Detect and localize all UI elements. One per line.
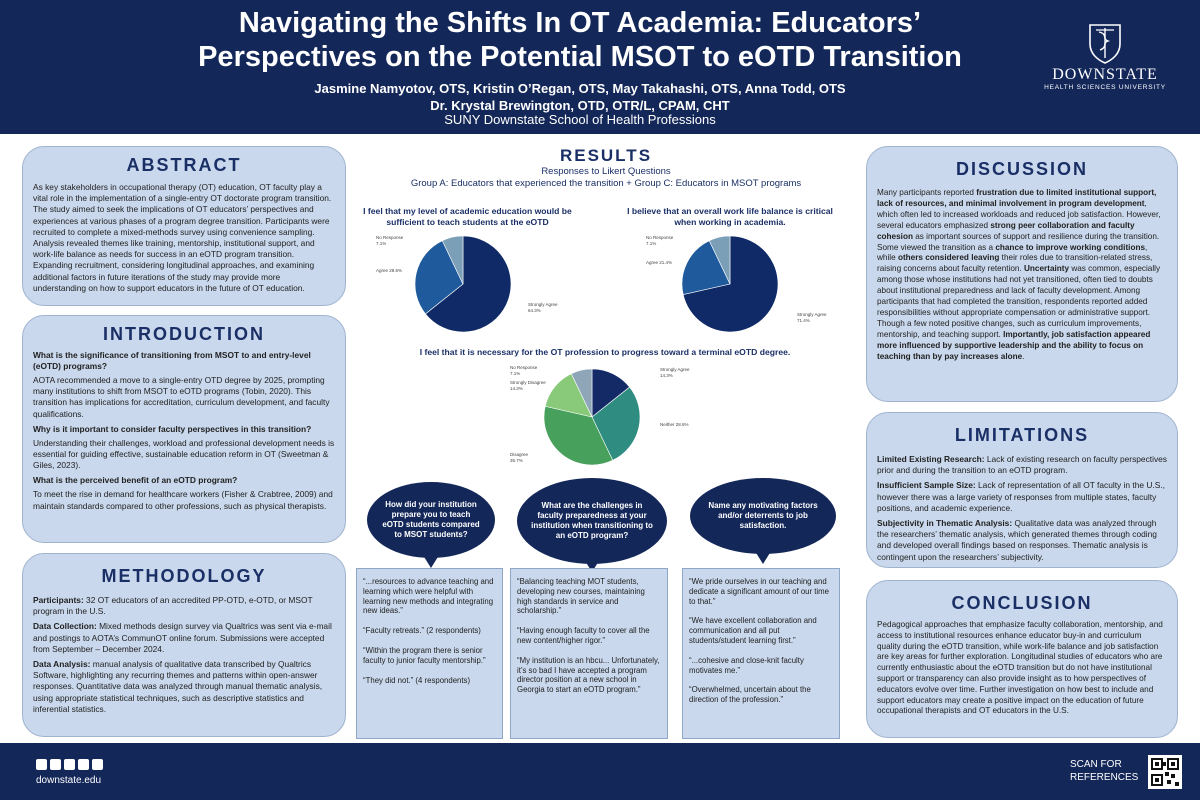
methodology-participants bbox=[33, 595, 335, 617]
limitations-title: LIMITATIONS bbox=[954, 425, 1090, 445]
discussion-title: DISCUSSION bbox=[955, 159, 1089, 179]
authors-line-2: Dr. Krystal Brewington, OTD, OTR/L, CPAM, CHT bbox=[430, 98, 730, 113]
results-subtitle bbox=[356, 166, 856, 190]
discussion-bold-part: Uncertainty bbox=[1024, 264, 1070, 274]
discussion-text-part: . bbox=[1022, 351, 1025, 361]
chart-3-title: I feel that it is necessary for the OT profession to progress toward a terminal eOTD degree. bbox=[419, 347, 791, 357]
abstract-text: As key stakeholders in occupational therapy (OT) education, OT faculty play a vital role in the implementation of a single-entry OT doctorate program transition. The study aimed to seek the implications of OT educators’ perspectives and experiences at various phases of a program degree transition. Participants were recruited to complete a mixed-methods survey using convenience sampling. Analysis revealed themes like training, mentorship, institutional support, and work-life balance as needs for success in an eOTD program transition. Expanding recruitment, considering longitudinal approaches, and examining additional factors in future iterations of the study may provide more understanding on how to support educators in the future of OT education. bbox=[33, 182, 332, 293]
question-bubble-2: What are the challenges in faculty preparedness at your institution when transitioning to an eOTD program? bbox=[517, 478, 667, 564]
footer-bar bbox=[0, 743, 1200, 800]
chart-1-label-agree: Agree 28.6% bbox=[376, 268, 403, 273]
qr-code-icon[interactable] bbox=[1148, 755, 1182, 789]
introduction-panel bbox=[22, 315, 346, 543]
youtube-icon[interactable] bbox=[64, 759, 75, 770]
social-icons bbox=[36, 759, 103, 770]
intro-answer-1: AOTA recommended a move to a single-entry OTD degree by 2025, prompting many institutions to shift from MSOT to eOTD programs (Tobin, 2020). This transition has implications for accreditation, curriculum development, and faculty qualifications. bbox=[33, 375, 330, 419]
instagram-icon[interactable] bbox=[78, 759, 89, 770]
methodology-body bbox=[33, 595, 335, 715]
chart-3-label-disagree: Disagree 35.7% bbox=[510, 452, 529, 463]
chart-3-label-strongly-disagree: Strongly Disagree 14.3% bbox=[510, 380, 546, 391]
chart-1-pie bbox=[413, 234, 513, 334]
quotes-column-3 bbox=[682, 568, 840, 739]
chart-3-slices bbox=[544, 369, 640, 465]
logo-subtitle: HEALTH SCIENCES UNIVERSITY bbox=[1044, 84, 1166, 91]
results-title: RESULTS bbox=[559, 146, 653, 165]
chart-3-label-neither: Neither 28.6% bbox=[660, 422, 689, 427]
intro-answer-2: Understanding their challenges, workload and professional development needs is essential for guiding effective, sustainable education reform in OT (Sweetman & Giles, 2023). bbox=[33, 437, 335, 471]
logo-name: DOWNSTATE bbox=[1052, 66, 1158, 83]
discussion-text-part: , which often led to increased workloads and reduced job satisfaction. However, several educators emphasized bbox=[877, 198, 1161, 230]
limitation-2 bbox=[877, 480, 1167, 514]
authors bbox=[220, 80, 940, 114]
limitation-1 bbox=[877, 454, 1167, 476]
limitation-1-label: Limited Existing Research: bbox=[877, 454, 985, 464]
introduction-title: INTRODUCTION bbox=[103, 324, 265, 344]
abstract-panel bbox=[22, 146, 346, 306]
participants-label: Participants: bbox=[33, 595, 84, 605]
chart-3-label-no-response: No Response 7.1% bbox=[510, 365, 538, 376]
conclusion-title: CONCLUSION bbox=[951, 593, 1093, 613]
linkedin-icon[interactable] bbox=[92, 759, 103, 770]
quote: “...resources to advance teaching and learning which were helpful with learning new methods and integrating new ideas.” bbox=[363, 577, 494, 616]
data-analysis-text: manual analysis of qualitative data transcribed by Qualtrics Software, highlighting any recurring themes and patterns within open-answer responses. Quantitative data was analyzed through manual thematic analysis, using appropriate statistical techniques, such as descriptive statistics and inferential statistics. bbox=[33, 659, 323, 714]
scan-line-2: REFERENCES bbox=[1070, 772, 1139, 783]
discussion-bold-part: strong peer collaboration and faculty cohesion bbox=[877, 220, 1135, 241]
quote: “Balancing teaching MOT students, developing new courses, maintaining high standards in service and scholarship.” bbox=[517, 577, 645, 616]
quote: “We pride ourselves in our teaching and dedicate a significant amount of our time to that.” bbox=[689, 577, 829, 606]
chart-3-pie bbox=[542, 367, 642, 467]
quote: “Faculty retreats.” (2 respondents) bbox=[363, 626, 481, 636]
limitations-panel bbox=[866, 412, 1178, 568]
discussion-text-part: , while bbox=[877, 242, 1148, 263]
school-name: SUNY Downstate School of Health Professions bbox=[444, 112, 716, 127]
data-collection-text: Mixed methods design survey via Qualtrics was sent via e-mail and postings to AOTA’s CommunOT online forum. Submissions were accepted from September – December 2024. bbox=[33, 621, 332, 654]
quote: “Having enough faculty to cover all the new content/higher rigor.” bbox=[517, 626, 650, 645]
limitation-2-label: Insufficient Sample Size: bbox=[877, 480, 976, 491]
discussion-panel bbox=[866, 146, 1178, 402]
discussion-bold-part: Importantly, job satisfaction appeared more influenced by supportive leadership and the ability to focus on teaching than by pay increases alone bbox=[877, 329, 1151, 361]
chart-1-label-strongly-agree: Strongly Agree 64.3% bbox=[528, 302, 558, 313]
abstract-title: ABSTRACT bbox=[126, 155, 242, 175]
discussion-bold-part: frustration due to limited institutional support, lack of resources, and minimal involvement in program development bbox=[877, 188, 1157, 208]
intro-question-2: Why is it important to consider faculty perspectives in this transition? bbox=[33, 423, 312, 434]
title-line-2: Perspectives on the Potential MSOT to eOTD Transition bbox=[198, 41, 962, 73]
discussion-text-part: Many participants reported bbox=[877, 188, 977, 197]
quotes-column-2 bbox=[510, 568, 668, 739]
methodology-data-analysis bbox=[33, 659, 335, 715]
participants-text: 32 OT educators of an accredited PP-OTD, e-OTD, or MSOT program in the U.S. bbox=[33, 595, 313, 617]
website-link[interactable]: downstate.edu bbox=[36, 775, 102, 786]
question-bubble-3: Name any motivating factors and/or deterrents to job satisfaction. bbox=[690, 478, 836, 554]
quote: “We have excellent collaboration and communication and all put students/student learning first.” bbox=[689, 616, 817, 645]
methodology-title: METHODOLOGY bbox=[101, 566, 267, 586]
chart-2-label-agree: Agree 21.4% bbox=[646, 260, 673, 265]
discussion-text-part: as important sources of support and resilience during the transition. Some viewed the transition as a bbox=[877, 231, 1160, 252]
chart-2-label-no-response: No Response 7.1% bbox=[646, 235, 674, 246]
bubble-1-tail bbox=[421, 552, 441, 568]
intro-answer-3: To meet the rise in demand for healthcare workers (Fisher & Crabtree, 2009) and maintain standards compared to other professions, such as physical therapists. bbox=[33, 489, 333, 511]
methodology-data-collection bbox=[33, 621, 335, 655]
data-collection-label: Data Collection: bbox=[33, 621, 97, 632]
chart-1-label-no-response: No Response 7.1% bbox=[376, 235, 404, 246]
limitations-body bbox=[877, 454, 1167, 563]
authors-line-1: Jasmine Namyotov, OTS, Kristin O’Regan, OTS, May Takahashi, OTS, Anna Todd, OTS bbox=[314, 81, 846, 96]
scan-line-1: SCAN FOR bbox=[1070, 759, 1122, 770]
quote: “Overwhelmed, uncertain about the direction of the profession.” bbox=[689, 685, 811, 705]
discussion-text-part: their roles due to transition-related stress, raising concerns about faculty retention. bbox=[877, 253, 1153, 274]
limitation-3 bbox=[877, 518, 1167, 563]
quote: “My institution is an hbcu... Unfortunately, it’s so bad I have accepted a program director position at a new school in Georgia to start an eOTD program.” bbox=[517, 655, 660, 695]
introduction-body bbox=[33, 350, 335, 512]
quote: “Within the program there is senior faculty to junior faculty mentorship.” bbox=[363, 645, 486, 665]
shield-icon bbox=[1088, 22, 1122, 64]
chart-2-label-strongly-agree: Strongly Agree 71.4% bbox=[797, 312, 827, 323]
discussion-text bbox=[877, 188, 1167, 363]
bubble-3-tail bbox=[753, 548, 773, 564]
facebook-icon[interactable] bbox=[36, 759, 47, 770]
twitter-icon[interactable] bbox=[50, 759, 61, 770]
title-line-1: Navigating the Shifts In OT Academia: Educators’ bbox=[238, 7, 922, 39]
limitation-3-label: Subjectivity in Thematic Analysis: bbox=[877, 518, 1013, 529]
downstate-logo bbox=[1030, 22, 1180, 91]
limitation-3-text: Qualitative data was analyzed through the researchers’ thematic analysis, which generated themes through coding and developed overall findings based on responses. Thematic analysis is contingent upon the researchers’ subjectivity. bbox=[877, 518, 1157, 562]
chart-2-pie bbox=[680, 234, 780, 334]
limitation-2-text: Lack of representation of all OT faculty in the U.S., however there was a large variety of responses from multiple states, faculty positions, and academic experience. bbox=[877, 480, 1165, 513]
discussion-bold-part: chance to improve working conditions bbox=[995, 242, 1145, 252]
discussion-text-part: was common, especially among those whose institutions had not yet transitioned, often tied to doubts about institutional preparedness and lack of faculty development. Among participants that had completed the transition, respondents reported added responsibilities without appropriate compensation or administrative support. Though a few noted positive changes, such as curriculum improvements, mentorship, and teaching support. bbox=[877, 264, 1161, 339]
quote: “...cohesive and close-knit faculty motivates me.” bbox=[689, 655, 804, 675]
results-subtitle-1: Responses to Likert Questions bbox=[541, 166, 671, 177]
limitation-1-text: Lack of existing research on faculty perspectives prior and during the transition to an eOTD program. bbox=[877, 454, 1167, 476]
poster-title bbox=[150, 6, 1010, 74]
chart-3-label-strongly-agree: Strongly Agree 14.3% bbox=[660, 367, 690, 378]
results-subtitle-2: Group A: Educators that experienced the transition + Group C: Educators in MSOT programs bbox=[410, 178, 802, 189]
discussion-bold-part: others considered leaving bbox=[897, 253, 1000, 263]
chart-1-slices bbox=[415, 236, 511, 332]
methodology-panel bbox=[22, 553, 346, 737]
question-bubble-1: How did your institution prepare you to teach eOTD students compared to MSOT students? bbox=[367, 482, 495, 558]
conclusion-panel bbox=[866, 580, 1178, 738]
quotes-column-1 bbox=[356, 568, 503, 739]
intro-question-3: What is the perceived benefit of an eOTD program? bbox=[33, 475, 238, 486]
data-analysis-label: Data Analysis: bbox=[33, 659, 91, 670]
conclusion-text: Pedagogical approaches that emphasize faculty collaboration, mentorship, and access to institutional resources enhance educator buy-in and curriculum quality during the eOTD transition, while work-life balance and job satisfaction are key areas for further exploration. Longitudinal studies of educators who are currently enthusiastic about the eOTD transition but do not have institutional support or transparency can also provide insight as to how perspectives of educators evolve over time. Further investigation on how best to include and support educators may create a positive impact on the education of future occupational therapists and OT educators in the U.S. bbox=[877, 620, 1163, 716]
chart-2-title: I believe that an overall work life balance is critical when working in academia. bbox=[627, 206, 833, 227]
chart-2-slices bbox=[682, 236, 778, 332]
scan-for-references bbox=[1070, 758, 1138, 784]
quote: “They did not.” (4 respondents) bbox=[363, 675, 471, 685]
intro-question-1: What is the significance of transitioning from MSOT to and entry-level (eOTD) programs? bbox=[33, 350, 311, 371]
chart-1-title: I feel that my level of academic education would be sufficient to teach students at the eOTD bbox=[363, 206, 572, 227]
header-banner bbox=[0, 0, 1200, 134]
